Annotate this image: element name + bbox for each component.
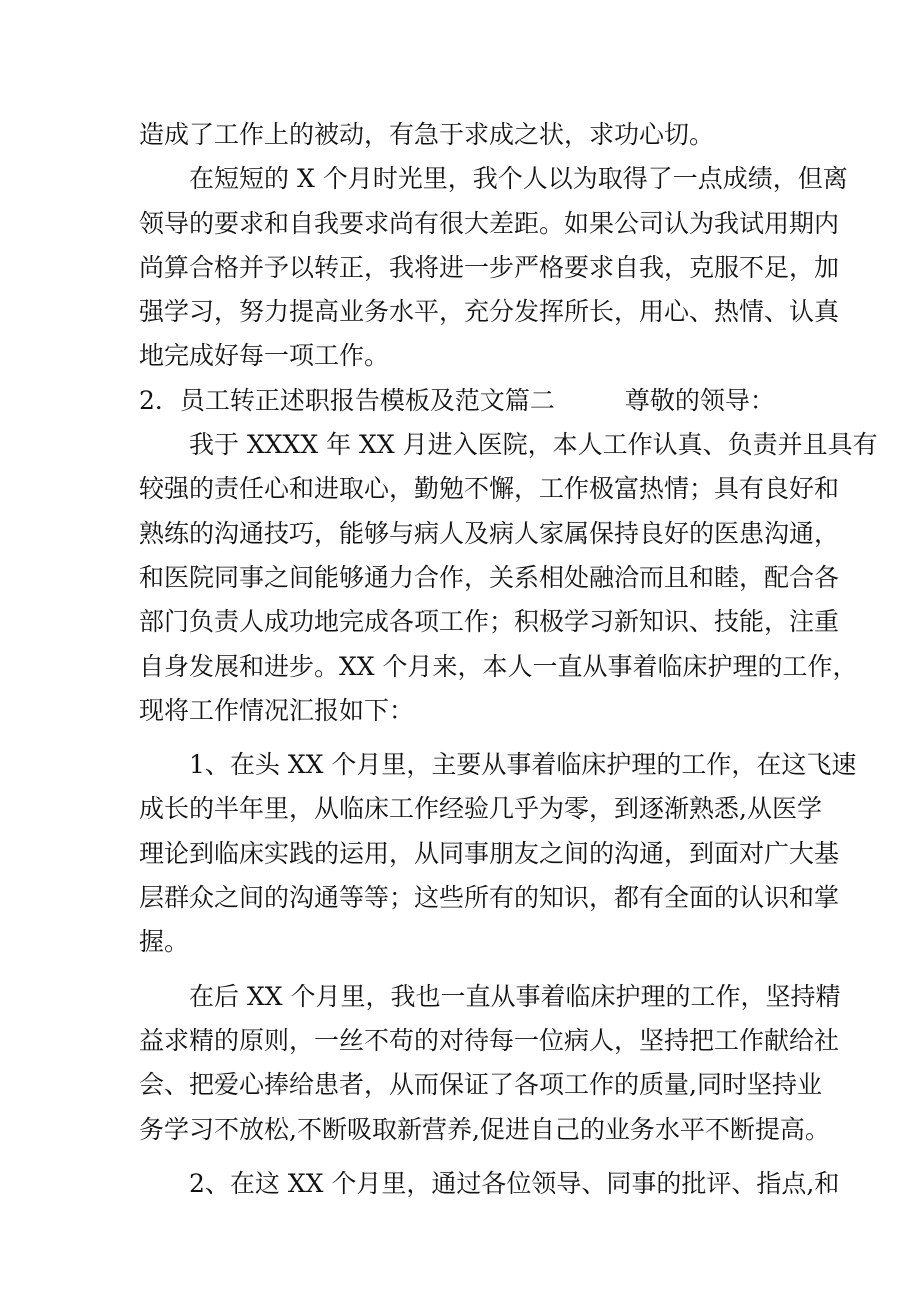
paragraph-line: 益求精的原则，一丝不苟的对待每一位病人，坚持把工作献给社 [139,1025,840,1055]
paragraph-line: 会、把爱心捧给患者，从而保证了各项工作的质量,同时坚持业 [139,1070,822,1100]
document-page [139,113,878,1206]
paragraph [139,1162,840,1206]
paragraph-line: 强学习，努力提高业务水平，充分发挥所长，用心、热情、认真 [139,297,840,327]
paragraph-line: 2、在这 XX 个月里，通过各位领导、同事的批评、指点,和 [189,1168,840,1198]
paragraph-line: 自身发展和进步。XX 个月来，本人一直从事着临床护理的工作， [139,651,858,681]
section-heading [139,379,791,423]
paragraph-line: 成长的半年里，从临床工作经验几乎为零，到逐渐熟悉,从医学 [139,794,822,824]
section-title: 2．员工转正述职报告模板及范文篇二 [139,385,555,415]
paragraph-line: 在后 XX 个月里，我也一直从事着临床护理的工作，坚持精 [189,981,841,1011]
paragraph [139,975,841,1152]
paragraph-line: 尚算合格并予以转正，我将进一步严格要求自我，克服不足，加 [139,252,840,282]
salutation: 尊敬的领导： [624,385,775,415]
heading-spacer [555,379,625,423]
paragraph-line: 务学习不放松,不断吸取新营养,促进自己的业务水平不断提高。 [139,1114,830,1144]
paragraph-line: 在短短的 X 个月时光里，我个人以为取得了一点成绩，但离 [189,164,848,194]
paragraph-line: 我于 XXXX 年 XX 月进入医院，本人工作认真、负责并且具有 [189,430,878,460]
paragraph [139,743,857,964]
paragraph-line: 理论到临床实践的运用，从同事朋友之间的沟通，到面对广大基 [139,838,840,868]
paragraph-line: 较强的责任心和进取心，勤勉不懈，工作极富热情；具有良好和 [139,474,840,504]
paragraph-line: 现将工作情况汇报如下： [139,695,415,725]
paragraph-line: 领导的要求和自我要求尚有很大差距。如果公司认为我试用期内 [139,208,840,238]
paragraph-line: 地完成好每一项工作。 [139,341,390,371]
paragraph-line: 握。 [139,927,190,957]
paragraph [139,113,791,157]
paragraph-line: 熟练的沟通技巧，能够与病人及病人家属保持良好的医患沟通， [139,518,840,548]
paragraph-line: 层群众之间的沟通等等；这些所有的知识，都有全面的认识和掌 [139,883,840,913]
paragraph [139,423,878,733]
paragraph-line: 部门负责人成功地完成各项工作；积极学习新知识、技能，注重 [139,607,840,637]
paragraph [139,157,848,378]
paragraph-line: 1、在头 XX 个月里，主要从事着临床护理的工作，在这飞速 [189,750,857,780]
paragraph-line: 造成了工作上的被动，有急于求成之状，求功心切。 [139,120,715,149]
paragraph-line: 和医院同事之间能够通力合作，关系相处融洽而且和睦，配合各 [139,562,840,592]
